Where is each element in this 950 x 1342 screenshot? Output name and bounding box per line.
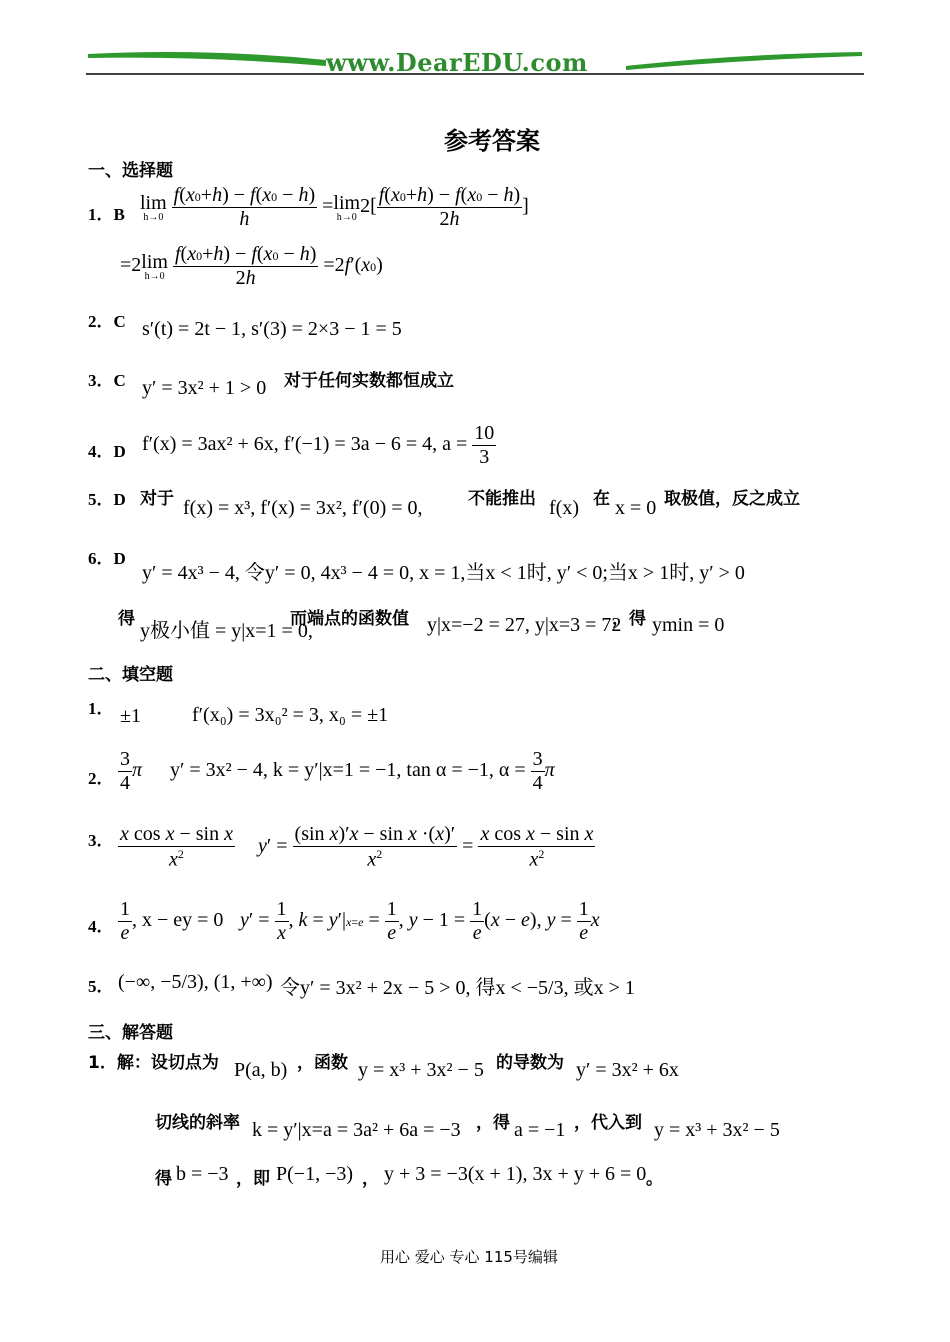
fill-1-formula: f′(x₀) = 3x₀² = 3, x₀ = ±1 (192, 704, 389, 726)
choice-4-label: 4．D (88, 442, 126, 461)
choice-5-label: 5．D (88, 490, 126, 509)
choice-6-text-de: 得 (118, 609, 135, 629)
choice-6-formula: y′ = 4x³ − 4, 令y′ = 0, 4x³ − 4 = 0, x = 1,当x < 1时, y′ < 0;当x > 1时, y′ > 0 (142, 562, 745, 584)
solve-1-math-2: y = x³ + 3x² − 5 (358, 1059, 484, 1081)
choice-3-text: 对于任何实数都恒成立 (284, 371, 454, 391)
solve-1-math-1: P(a, b) (234, 1059, 288, 1081)
section-heading-choice: 一、选择题 (88, 161, 173, 181)
fill-4-formula: y′ = $\frac{1}{x}$ , k = y′|x=e = $\frac{1}{e}$ , y − 1 = $\frac{1}{e}$ (x − e), y = $\frac{1}{e}$ x (240, 898, 600, 944)
solve-1-math-9: y + 3 = −3(x + 1), 3x + y + 6 = 0 (384, 1163, 647, 1185)
solve-1-text-8: ， (362, 1169, 379, 1189)
choice-3-formula: y′ = 3x² + 1 > 0 (142, 377, 267, 399)
choice-5-math-1: f(x) = x³, f′(x) = 3x², f′(0) = 0, (183, 497, 423, 519)
choice-4-frac-den: 3 (479, 446, 490, 468)
choice-6-math-a: y极小值 = y|x=1 = 0, (140, 620, 313, 642)
fill-5-formula: 令y′ = 3x² + 2x − 5 > 0, 得x < −5/3, 或x > 1 (280, 977, 635, 999)
solve-1-math-5: a = −1 (514, 1119, 566, 1141)
section-heading-fill: 二、填空题 (88, 665, 173, 685)
solve-1-text-4: ，得 (476, 1113, 510, 1133)
header-logo: www.DearEDU.com (326, 48, 588, 77)
fill-3-formula: y′ = $\frac{\text{(sin x)′x − sin x ·(x)′}}{x^2}$ = $\frac{\text{x cos x − sin x}}{x^2}$ (258, 823, 594, 871)
choice-4-frac-num: 10 (474, 422, 495, 444)
fill-2-label: 2． (88, 769, 114, 788)
solve-1-text-5: ，代入到 (574, 1113, 642, 1133)
fill-3-answer: $\frac{\text{x cos x − sin x}}{x^2}$ (120, 823, 233, 871)
solve-1-text-6: 得 (155, 1169, 172, 1189)
choice-5-text-1: 对于 (140, 489, 174, 509)
choice-5-text-3: 在 (593, 489, 610, 509)
page-footer: 用心 爱心 专心 115号编辑 (380, 1248, 558, 1266)
fill-2-math: y′ = 3x² − 4, k = y′|x=1 = −1, tan α = −1, α = (170, 759, 526, 782)
fill-1-answer: ±1 (120, 705, 141, 727)
choice-5-math-2: f(x) (549, 497, 579, 519)
page-title: 参考答案 (444, 127, 540, 155)
fill-5-answer: (−∞, −5/3), (1, +∞) (118, 971, 273, 993)
solve-1-text-7: ，即 (236, 1169, 270, 1189)
choice-5-text-2: 不能推出 (468, 489, 536, 509)
solve-1-math-7: b = −3 (176, 1163, 229, 1185)
choice-6-math-c: ymin = 0 (652, 614, 725, 636)
fill-4-answer: $\frac{1}{e}$ , x − ey = 0 (120, 898, 224, 944)
choice-6-math-b: y|x=−2 = 27, y|x=3 = 72 (427, 614, 622, 636)
choice-5-math-3: x = 0 (615, 497, 657, 519)
choice-3-label: 3．C (88, 371, 126, 390)
fill-3-label: 3． (88, 831, 114, 850)
choice-1-label: 1．B (88, 205, 125, 224)
choice-2-formula: s′(t) = 2t − 1, s′(3) = 2×3 − 1 = 5 (142, 318, 402, 340)
fill-5-label: 5． (88, 977, 114, 996)
section-heading-solve: 三、解答题 (88, 1023, 173, 1043)
fill-4-answer-tail: , x − ey = 0 (132, 909, 224, 932)
solve-1-math-3: y′ = 3x² + 6x (576, 1059, 679, 1081)
solve-1-text-2: 的导数为 (496, 1053, 564, 1073)
fill-2-formula: y′ = 3x² − 4, k = y′|x=1 = −1, tan α = −1, α = $\frac{3}{4}$ π (170, 748, 555, 794)
choice-4-math: f′(x) = 3ax² + 6x, f′(−1) = 3a − 6 = 4, a = (142, 433, 468, 456)
solve-1-math-8: P(−1, −3) (276, 1163, 354, 1185)
solve-1-text-1: ，函数 (297, 1053, 348, 1073)
choice-6-text-comma: ，得 (612, 609, 646, 629)
fill-1-label: 1． (88, 699, 114, 718)
solve-1-math-4: k = y′|x=a = 3a² + 6a = −3 (252, 1119, 461, 1141)
solve-1-text-3: 切线的斜率 (155, 1113, 240, 1133)
choice-1-formula-line1: lim h→0 $\frac{f(x0+h) - f(x0 - h)}{h}$ =lim h→0 2[ $\frac{f(x0+h) - f(x0 - h)}{2h}$ ] (140, 184, 529, 230)
choice-2-label: 2．C (88, 312, 126, 331)
fill-2-answer: $\frac{3}{4}$ π (120, 748, 143, 794)
solve-1-text-9: 。 (646, 1169, 663, 1189)
fill-4-label: 4． (88, 917, 114, 936)
choice-1-formula-line2: =2lim h→0 $\frac{f(x0+h) - f(x0 - h)}{2h}$ =2f′(x0) (120, 243, 383, 289)
choice-6-label: 6．D (88, 549, 126, 568)
choice-5-text-4: 取极值，反之成立 (664, 489, 800, 509)
choice-6-text-mid: 而端点的函数值 (290, 609, 409, 629)
solve-1-label: 1．解：设切点为 (88, 1053, 219, 1073)
solve-1-math-6: y = x³ + 3x² − 5 (654, 1119, 780, 1141)
choice-4-formula (142, 422, 496, 469)
